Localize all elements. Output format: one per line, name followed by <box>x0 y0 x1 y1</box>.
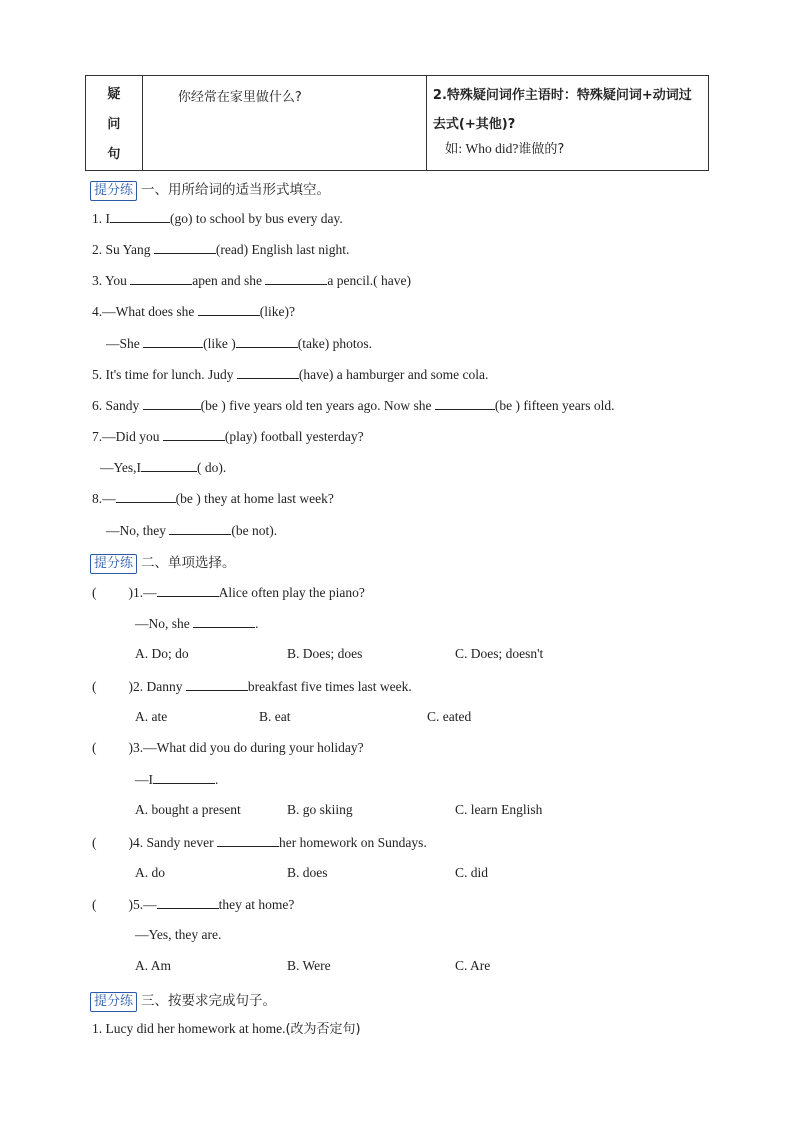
fill-question: 6. Sandy (be ) five years old ten years ago. Now she (be ) fifteen years old. <box>92 398 615 413</box>
section-tag: 提分练 <box>90 181 137 201</box>
answer-blank[interactable] <box>116 490 176 503</box>
answer-blank[interactable] <box>157 584 219 597</box>
option-b[interactable]: B. Does; does <box>287 646 363 661</box>
choice-question: ( )2. Danny breakfast five times last week. <box>92 679 412 694</box>
fill-question: —Yes,I ( do). <box>100 460 227 475</box>
answer-blank[interactable] <box>237 366 299 379</box>
choice-question: ( )1.— Alice often play the piano? <box>92 585 365 600</box>
answer-bracket[interactable] <box>97 835 129 847</box>
choice-sub: —Yes, they are. <box>135 927 222 942</box>
choice-question: ( )4. Sandy never her homework on Sundays. <box>92 835 427 850</box>
choice-question: ( )5.— they at home? <box>92 897 295 912</box>
rule-example: 如: Who did?谁做的? <box>444 141 565 157</box>
fill-question: —No, they (be not). <box>106 523 278 538</box>
answer-blank[interactable] <box>217 834 279 847</box>
table-char: 问 <box>107 117 121 132</box>
answer-blank[interactable] <box>153 771 215 784</box>
choice-question: ( )3.—What did you do during your holiday? <box>92 740 364 755</box>
option-c[interactable]: C. did <box>455 865 489 880</box>
option-b[interactable]: B. does <box>287 865 328 880</box>
section3-header <box>90 989 276 1012</box>
answer-blank[interactable] <box>236 335 298 348</box>
fill-question: 3. You apen and she a pencil.( have) <box>92 273 411 288</box>
rewrite-question: 1. Lucy did her homework at home.(改为否定句) <box>92 1021 361 1037</box>
answer-blank[interactable] <box>157 896 219 909</box>
fill-question: 7.—Did you (play) football yesterday? <box>92 429 364 444</box>
fill-question: —She (like ) (take) photos. <box>106 336 372 351</box>
option-a[interactable]: A. bought a present <box>135 802 241 817</box>
option-b[interactable]: B. eat <box>259 709 291 724</box>
answer-blank[interactable] <box>163 428 225 441</box>
answer-bracket[interactable] <box>97 679 129 691</box>
answer-blank[interactable] <box>169 522 231 535</box>
fill-question: 5. It's time for lunch. Judy (have) a hamburger and some cola. <box>92 367 489 382</box>
answer-blank[interactable] <box>130 272 192 285</box>
section-title: 三、按要求完成句子。 <box>141 993 277 1009</box>
fill-question: 8.— (be ) they at home last week? <box>92 491 334 506</box>
option-b[interactable]: B. Were <box>287 958 331 973</box>
option-c[interactable]: C. eated <box>427 709 472 724</box>
example-question: 你经常在家里做什么? <box>177 90 302 105</box>
table-char: 句 <box>107 147 121 162</box>
question-type-cell <box>86 76 143 171</box>
answer-bracket[interactable] <box>97 897 129 909</box>
section-tag: 提分练 <box>90 554 137 574</box>
option-a[interactable]: A. Do; do <box>135 646 189 661</box>
section1-header <box>90 178 330 201</box>
rule-cell <box>426 76 708 171</box>
option-a[interactable]: A. do <box>135 865 165 880</box>
section2-header <box>90 551 236 574</box>
answer-blank[interactable] <box>143 397 201 410</box>
option-a[interactable]: A. Am <box>135 958 172 973</box>
answer-blank[interactable] <box>265 272 327 285</box>
example-cell <box>142 76 426 171</box>
section-title: 一、用所给词的适当形式填空。 <box>141 182 331 198</box>
table-char: 疑 <box>107 87 121 102</box>
option-c[interactable]: C. Are <box>455 958 491 973</box>
section-title: 二、单项选择。 <box>141 555 236 571</box>
answer-blank[interactable] <box>154 241 216 254</box>
option-a[interactable]: A. ate <box>135 709 168 724</box>
answer-blank[interactable] <box>198 303 260 316</box>
fill-question: 2. Su Yang (read) English last night. <box>92 242 350 257</box>
option-b[interactable]: B. go skiing <box>287 802 353 817</box>
option-c[interactable]: C. Does; doesn't <box>455 646 544 661</box>
fill-question: 4.—What does she (like)? <box>92 304 295 319</box>
answer-blank[interactable] <box>110 210 170 223</box>
choice-sub: —No, she . <box>135 616 259 631</box>
section-tag: 提分练 <box>90 992 137 1012</box>
fill-question: 1. I (go) to school by bus every day. <box>92 211 343 226</box>
answer-bracket[interactable] <box>97 585 129 597</box>
grammar-table <box>85 75 709 171</box>
answer-blank[interactable] <box>193 615 255 628</box>
option-c[interactable]: C. learn English <box>455 802 543 817</box>
answer-blank[interactable] <box>186 678 248 691</box>
answer-bracket[interactable] <box>97 740 129 752</box>
rule-heading: 2.特殊疑问词作主语时：特殊疑问词+动词过去式(+其他)? <box>432 88 692 132</box>
choice-sub: —I . <box>135 772 219 787</box>
answer-blank[interactable] <box>141 459 197 472</box>
answer-blank[interactable] <box>143 335 203 348</box>
answer-blank[interactable] <box>435 397 495 410</box>
